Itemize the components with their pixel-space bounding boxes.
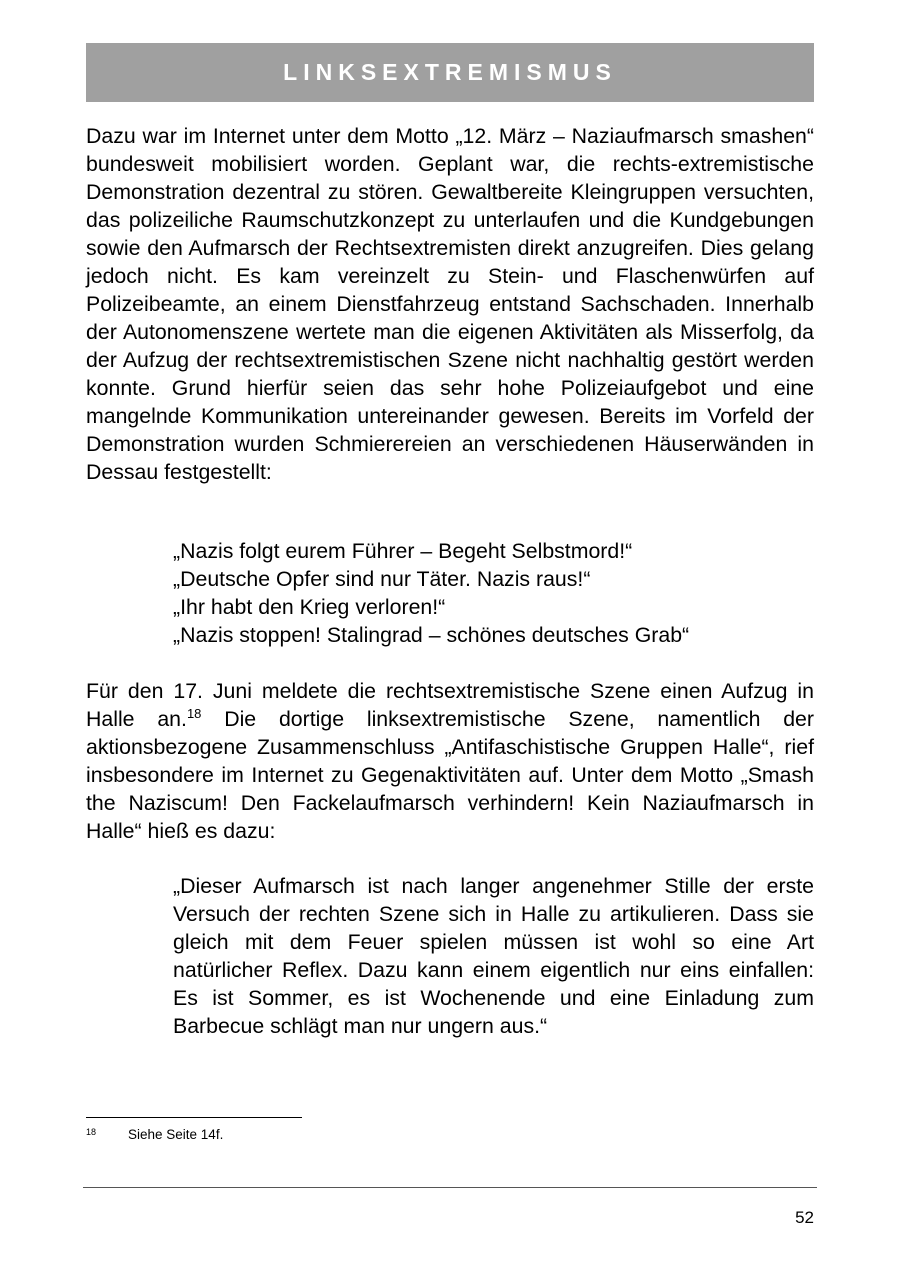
graffiti-quote: „Nazis folgt eurem Führer – Begeht Selbstmord!“ (173, 539, 633, 563)
graffiti-quote-list (173, 537, 773, 649)
section-header-bar (86, 43, 814, 102)
page-number: 52 (795, 1208, 814, 1227)
graffiti-quote: „Deutsche Opfer sind nur Täter. Nazis raus!“ (173, 567, 591, 591)
paragraph-2-text-end: Die dortige linksextremistische Szene, namentlich der aktionsbezogene Zusammenschluss „Antifaschistische Gruppen Halle“, rief insbesondere im Internet zu Gegenaktivitäten auf. Unter dem Motto „Smash the Naziscum! Den Fackelaufmarsch verhindern! Kein Naziaufmarsch in Halle“ hieß es dazu: (86, 707, 814, 843)
graffiti-quote: „Ihr habt den Krieg verloren!“ (173, 595, 446, 619)
footnote-reference[interactable]: 18 (186, 705, 202, 721)
footnote-text: Siehe Seite 14f. (128, 1127, 224, 1142)
paragraph-1: Dazu war im Internet unter dem Motto „12. März – Naziaufmarsch smashen“ bundesweit mobilisiert worden. Geplant war, die rechts-extremistische Demonstration dezentral zu stören. Gewaltbereite Kleingruppen versuchten, das polizeiliche Raumschutzkonzept zu unterlaufen und die Kundgebungen sowie den Aufmarsch der Rechtsextremisten direkt anzugreifen. Dies gelang jedoch nicht. Es kam vereinzelt zu Stein- und Flaschenwürfen auf Polizeibeamte, an einem Dienstfahrzeug entstand Sachschaden. Innerhalb der Autonomenszene wertete man die eigenen Aktivitäten als Misserfolg, da der Aufzug der rechtsextremistischen Szene nicht nachhaltig gestört werden konnte. Grund hierfür seien das sehr hohe Polizeiaufgebot und eine mangelnde Kommunikation untereinander gewesen. Bereits im Vorfeld der Demonstration wurden Schmierereien an verschiedenen Häuserwänden in Dessau festgestellt: (86, 124, 814, 484)
footnote-number: 18 (86, 1127, 97, 1137)
paragraph-2-text-start: Für den 17. Juni meldete die rechtsextremistische Szene einen Aufzug in Halle an. (86, 679, 814, 731)
block-quote: „Dieser Aufmarsch ist nach langer angenehmer Stille der erste Versuch der rechten Szene sich in Halle zu artikulieren. Dass sie gleich mit dem Feuer spielen müssen ist wohl so eine Art natürlicher Reflex. Dazu kann einem eigentlich nur eins einfallen: Es ist Sommer, es ist Wochenende und eine Einladung zum Barbecue schlägt man nur ungern aus.“ (173, 874, 814, 1038)
footnote-separator (86, 1117, 302, 1118)
section-title: LINKSEXTREMISMUS (283, 59, 617, 85)
graffiti-quote: „Nazis stoppen! Stalingrad – schönes deutsches Grab“ (173, 623, 690, 647)
page-footer-rule (83, 1187, 817, 1188)
paragraph-2 (86, 677, 814, 845)
